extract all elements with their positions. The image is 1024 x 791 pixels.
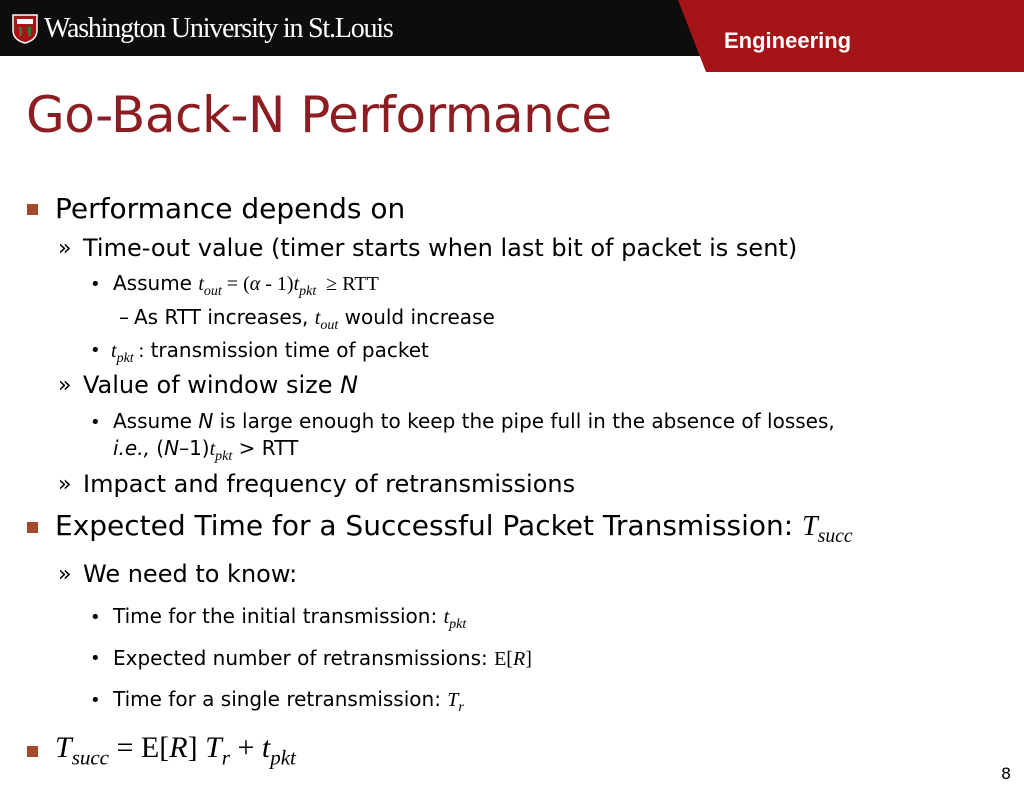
tpkt-symbol: $t_{pkt}$ : [111, 340, 145, 366]
square-bullet-icon [27, 522, 38, 533]
tsucc-symbol: $T_{succ}$ [802, 511, 853, 547]
window-size-text: Value of window size [83, 371, 333, 399]
single-retransmission-text: Time for a single retransmission: [113, 687, 441, 711]
dot-marker: • [90, 648, 101, 669]
var-n: N [198, 409, 214, 433]
engineering-tab-notch [678, 0, 706, 72]
square-bullet-icon [27, 746, 38, 757]
rtt-increases-text: As RTT increases, [134, 305, 309, 329]
bullet-tpkt [111, 338, 429, 367]
bullet-window-size [83, 371, 358, 399]
er-symbol: E[R] [494, 648, 532, 670]
ie-text: i.e., [113, 436, 150, 460]
bullet-ie-line: i.e., $(N-1)t_{pkt}$ > RTT [113, 436, 299, 464]
bullet-retransmissions: Impact and frequency of retransmissions [83, 470, 576, 498]
window-var-n: N [340, 371, 359, 399]
dot-marker: • [90, 274, 101, 295]
expected-time-text: Expected Time for a Successful Packet Transmission: [55, 509, 794, 542]
tsucc-formula: $T_{succ} = E[R] T_r + t_{pkt}$ [55, 731, 296, 770]
bullet-expected-retransmissions [113, 646, 532, 671]
bullet-assume-tout [113, 271, 379, 300]
tout-formula: $t_{out} = (\alpha - 1)t_{pkt}$ ≥ RTT [198, 273, 379, 299]
transmission-time-text: transmission time of packet [150, 338, 429, 362]
university-logo [12, 12, 393, 46]
bullet-performance-depends: Performance depends on [55, 192, 406, 225]
bullet-need-to-know: We need to know: [83, 560, 298, 588]
dot-marker: • [90, 607, 101, 628]
would-increase-text: would increase [344, 305, 495, 329]
dot-marker: • [90, 690, 101, 711]
raquo-marker: » [58, 236, 72, 261]
tpkt-symbol: $t_{pkt}$ [443, 606, 467, 632]
bullet-assume-n [113, 409, 835, 433]
dot-marker: • [90, 412, 101, 433]
assume-label: Assume [113, 271, 192, 295]
dash-marker: – [119, 305, 129, 329]
bullet-single-retransmission [113, 687, 464, 716]
bullet-rtt-increases [134, 305, 495, 334]
raquo-marker: » [58, 373, 72, 398]
pipe-full-text: is large enough to keep the pipe full in the absence of losses, [219, 409, 835, 433]
square-bullet-icon [27, 204, 38, 215]
raquo-marker: » [58, 562, 72, 587]
dot-marker: • [90, 340, 101, 361]
raquo-marker: » [58, 472, 72, 497]
tr-symbol: $T_r$ [447, 689, 464, 715]
slide-title: Go-Back-N Performance [26, 86, 612, 144]
bullet-initial-transmission [113, 604, 466, 633]
page-number: 8 [1001, 764, 1012, 783]
crest-icon [12, 14, 38, 44]
assume-n-label: Assume [113, 409, 192, 433]
tpkt-symbol: $t_{pkt}$ [209, 438, 233, 464]
tout-symbol: $t_{out}$ [314, 307, 339, 333]
bullet-expected-time [55, 509, 853, 548]
expected-retransmissions-text: Expected number of retransmissions: [113, 646, 488, 670]
gt-rtt-text: > RTT [238, 436, 299, 460]
university-name: Washington University in St.Louis [44, 13, 393, 44]
initial-transmission-text: Time for the initial transmission: [113, 604, 438, 628]
bullet-timeout-value: Time-out value (timer starts when last bit of packet is sent) [83, 234, 798, 262]
school-name: Engineering [724, 28, 852, 53]
